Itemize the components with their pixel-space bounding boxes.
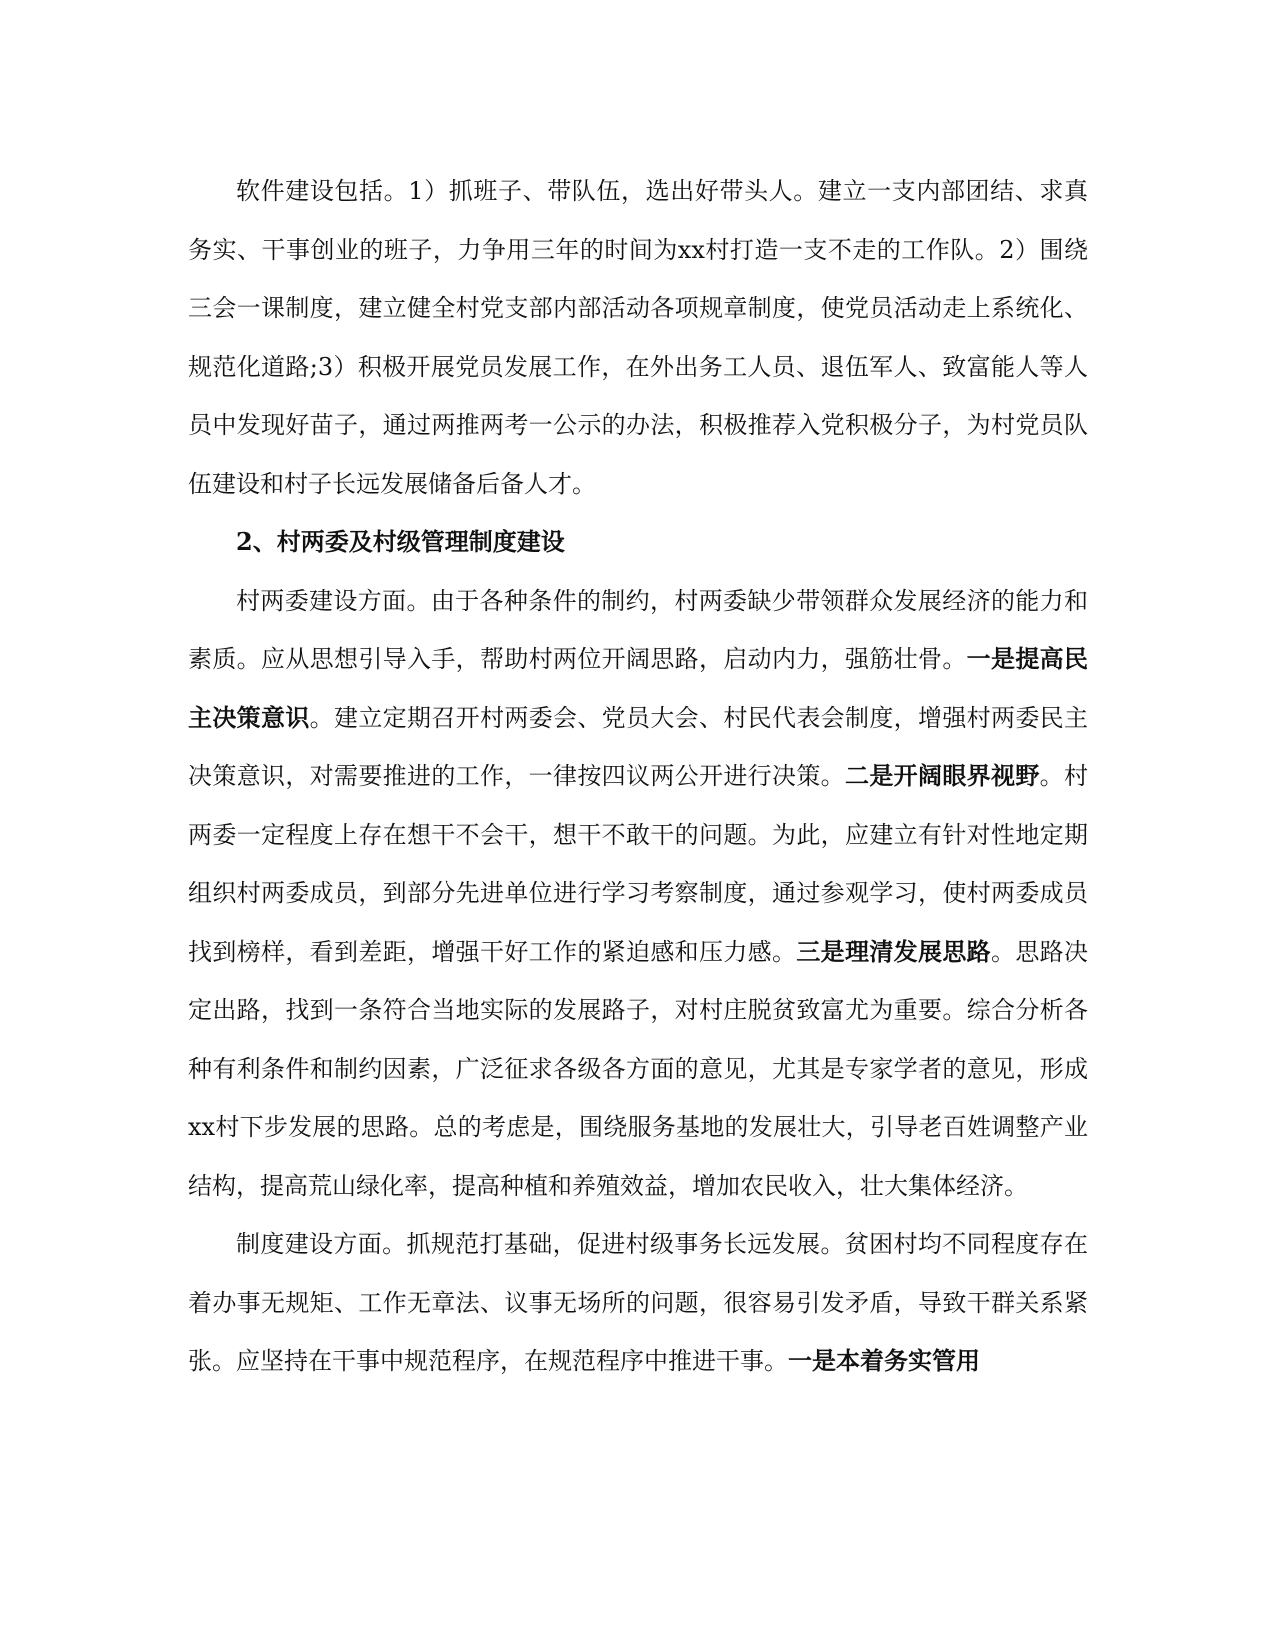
emphasis-point-2: 二是开阔眼界视野 [845,761,1040,790]
paragraph-text: 。思路决定出路，找到一条符合当地实际的发展路子，对村庄脱贫致富尤为重要。综合分析各种有利条件和制约因素，广泛征求各级各方面的意见，尤其是专家学者的意见，形成xx村下步发展的思路。总的考虑是，围绕服务基地的发展壮大，引导老百姓调整产业结构，提高荒山绿化率，提高种植和养殖效益，增加农民收入，壮大集体经济。 [188,937,1089,1200]
section-heading: 2、村两委及村级管理制度建设 [236,527,565,556]
emphasis-point-3: 三是理清发展思路 [796,936,992,966]
paragraph-system-construction [188,1215,1088,1391]
paragraph-text: 。村两委一定程度上存在想干不会干，想干不敢干的问题。为此，应建立有针对性地定期组织村两委成员，到部分先进单位进行学习考察制度，通过参观学习，使村两委成员找到榜样，看到差距，增强干好工作的紧迫感和压力感。 [188,762,1089,966]
emphasis-point-1: 一是本着务实管用 [788,1346,980,1375]
paragraph-text: 软件建设包括。1）抓班子、带队伍，选出好带头人。建立一支内部团结、求真务实、干事创业的班子，力争用三年的时间为xx村打造一支不走的工作队。2）围绕三会一课制度，建立健全村党支部内部活动各项规章制度，使党员活动走上系统化、规范化道路;3）积极开展党员发展工作，在外出务工人员、退伍军人、致富能人等人员中发现好苗子，通过两推两考一公示的办法，积极推荐入党积极分子，为村党员队伍建设和村子长远发展储备后备人才。 [188,177,1088,498]
emphasis-point-1: 一是提高民主决策意识 [188,644,1089,732]
paragraph-software-construction [188,162,1088,513]
paragraph-text: 制度建设方面。抓规范打基础，促进村级事务长远发展。贫困村均不同程度存在着办事无规矩、工作无章法、议事无场所的问题，很容易引发矛盾，导致干群关系紧张。应坚持在干事中规范程序，在规范程序中推进干事。 [188,1230,1088,1375]
paragraph-text: 。建立定期召开村两委会、党员大会、村民代表会制度，增强村两委民主决策意识，对需要推进的工作，一律按四议两公开进行决策。 [188,703,1089,790]
paragraph-text: 村两委建设方面。由于各种条件的制约，村两委缺少带领群众发展经济的能力和素质。应从思想引导入手，帮助村两位开阔思路，启动内力，强筋壮骨。 [188,586,1088,673]
paragraph-village-committee [188,572,1088,1216]
document-page [188,162,1088,1391]
